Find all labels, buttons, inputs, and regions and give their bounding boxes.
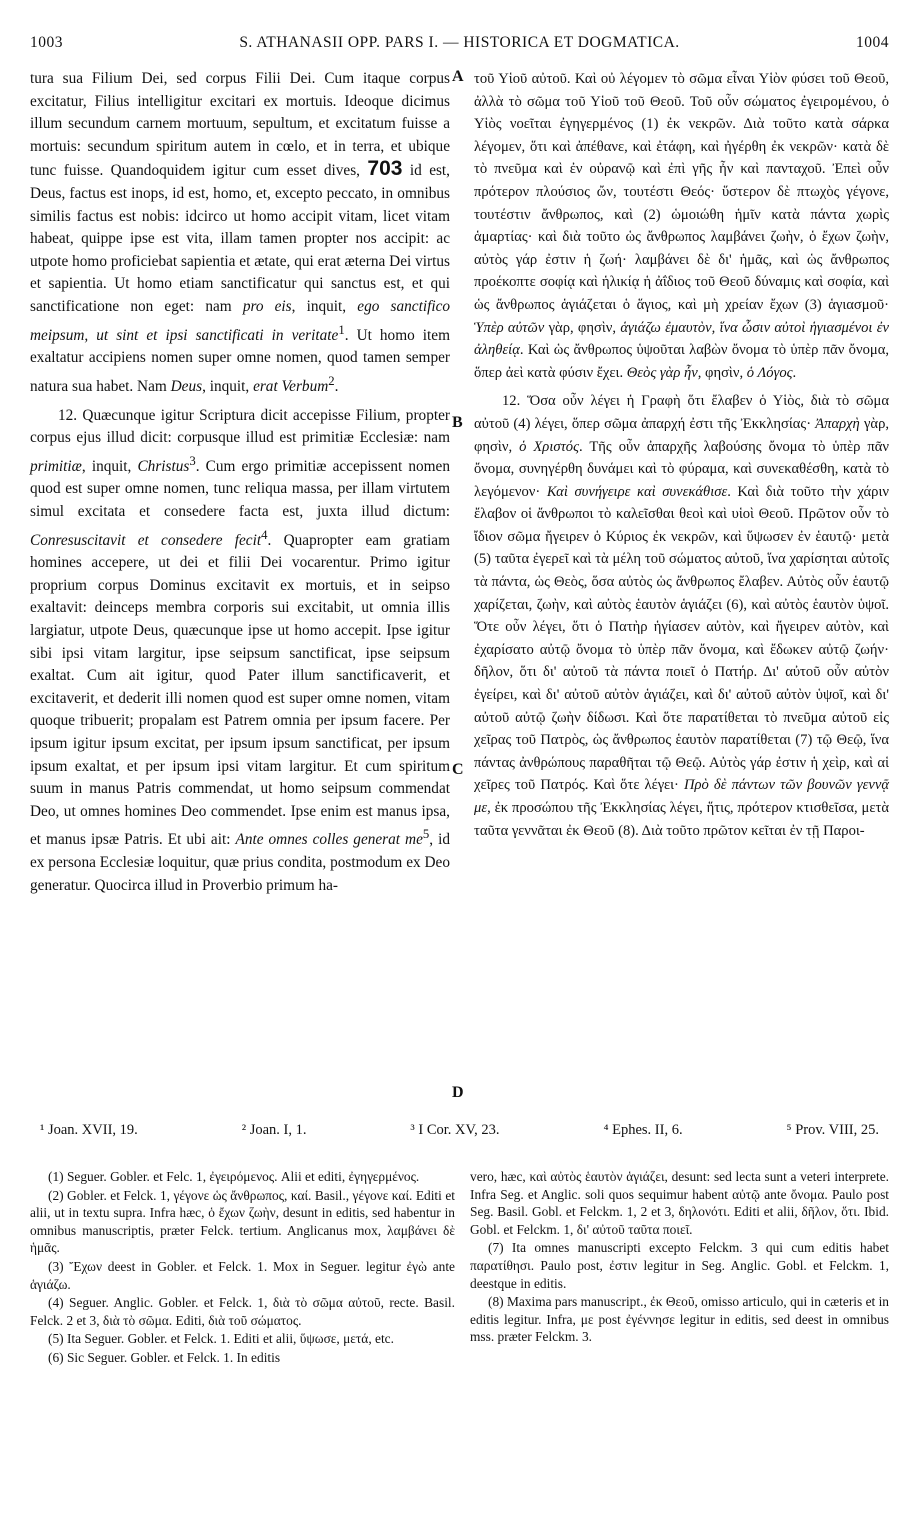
latin-column [30, 68, 450, 897]
scripture-references [30, 1122, 889, 1146]
greek-paragraph: τοῦ Υἱοῦ αὐτοῦ. Καὶ οὐ λέγομεν τὸ σῶμα εἶναι Υἱὸν φύσει τοῦ Θεοῦ, ἀλλὰ τὸ σῶμα τοῦ Υἱοῦ τοῦ Θεοῦ. Τοῦ οὖν σώματος ἐγειρομένου, ὁ Υἱὸς νοεῖται ἐγηγερμένος (1) ἐκ νεκρῶν. Διὰ τοῦτο κατὰ σάρκα λέγομεν, ὅτι καὶ ἀπέθανε, καὶ ἐτάφη, καὶ ἠγέρθη ἐκ νεκρῶν· κατὰ δὲ τὸ πνεῦμα καὶ ἐν οὐρανῷ καὶ ἐπὶ γῆς ἦν καὶ πανταχοῦ. Ἐπεὶ οὖν πρότερον πλούσιος ὤν, τουτέστι Θεός· ὕστερον δὲ πτωχὸς γέγονε, τουτέστιν ἄνθρωπος, καὶ (2) ὡμοιώθη ἡμῖν κατὰ πάντα χωρὶς ἁμαρτίας· καὶ διὰ τοῦτο ὡς ἄνθρωπος λαμβάνει ζωὴν, ὁ ἔχων ζωὴν, αὐτὸς γάρ ἐστιν ἡ ζωή· λαμβάνει δὲ δι' ἡμᾶς, καὶ ὡς ἄνθρωπος προέκοπτε σοφίᾳ καὶ ἡλικίᾳ ἡ ἀΐδιος τοῦ Θεοῦ δύναμις καὶ σοφία, καὶ ὡς ἄνθρωπος ἁγιάζεται ὁ ἅγιος, καὶ μὴ χρείαν ἔχων (3) ἁγιασμοῦ· Ὑπὲρ αὐτῶν γὰρ, φησὶν, ἁγιάζω ἐμαυτὸν, ἵνα ὦσιν αὐτοὶ ἡγιασμένοι ἐν ἀληθείᾳ. Καὶ ὡς ἄνθρωπος ὑψοῦται λαβὼν ὄνομα τὸ ὑπὲρ πᾶν ὄνομα, ὅπερ ἀεὶ κατὰ φύσιν ἔχει. Θεὸς γὰρ ἦν, φησὶν, ὁ Λόγος. [474, 71, 889, 381]
greek-column [474, 68, 889, 842]
section-number: 12. [502, 393, 521, 410]
critical-note: (5) Ita Seguer. Gobler. et Felck. 1. Editi et alii, ὕψωσε, μετά, etc. [48, 1331, 394, 1347]
footnote-ref: 3 [189, 453, 196, 468]
critical-note: (2) Gobler. et Felck. 1, γέγονε ὡς ἄνθρωπος, καί. Basil., γέγονε καί. Editi et alii, ut in textu supra. Infra hæc, ὁ ἔχων ζωὴν, desunt in editis, sed habentur in omnibus manuscriptis, præter Felck. tertium. Anglicanus mox, λαμβάνει δὲ ἡμᾶς. [30, 1187, 455, 1256]
critical-notes-left [30, 1168, 455, 1368]
footnote-ref: 5 [422, 827, 430, 842]
margin-letter-b: B [452, 414, 463, 431]
greek-paragraph: 12. Ὅσα οὖν λέγει ἡ Γραφὴ ὅτι ἔλαβεν ὁ Υἱὸς, διὰ τὸ σῶμα αὐτοῦ (4) λέγει, ὅπερ σῶμα ἀπαρχή ἐστι τῆς Ἐκκλησίας· Ἀπαρχὴ γὰρ, φησὶν, ὁ Χριστός. Τῆς οὖν ἀπαρχῆς λαβούσης ὄνομα τὸ ὑπὲρ πᾶν ὄνομα, συνηγέρθη δυνάμει καὶ τὸ φύραμα, καὶ συνεκαθέσθη, κατὰ τὸ λεγόμενον· Καὶ συνήγειρε καὶ συνεκάθισε. Καὶ διὰ τοῦτο τὴν χάριν ἔλαβον οἱ ἄνθρωποι τὸ καλεῖσθαι θεοὶ καὶ υἱοὶ Θεοῦ. Πρῶτον οὖν τὸ ἴδιον σῶμα ἤγειρεν ὁ Κύριος ἐκ νεκρῶν, καὶ ὕψωσεν ἐν ἑαυτῷ· μετὰ (5) ταῦτα ἐγερεῖ καὶ τὰ μέλη τοῦ σώματος αὐτοῦ, ἵνα χαρίσηται αὐτοῖς τὰ πάντα, ὡς Θεὸς, ὅσα αὐτὸς ὡς ἄνθρωπος ἔλαβεν. Αὐτὸς οὖν ἑαυτῷ χαρίζεται, ζωὴν, καὶ αὐτὸς ἑαυτὸν ἁγιάζει (6), καὶ αὐτὸς ἑαυτὸν ὑψοῖ. Ὅτε οὖν λέγει, ὅτι ὁ Πατὴρ ἡγίασεν αὐτὸν, καὶ ἤγειρεν αὐτὸν, καὶ ἐχαρίσατο αὐτῷ ὄνομα τὸ ὑπὲρ πᾶν ὄνομα, καὶ ἔδωκεν αὐτῷ ζωήν· δῆλον, ὅτι δι' αὐτοῦ τὰ πάντα ποιεῖ ὁ Πατήρ. Δι' αὐτοῦ οὖν αὐτὸν ἐγείρει, καὶ δι' αὐτοῦ αὐτὸν ἁγιάζει, καὶ δι' αὐτοῦ αὐτὸν ὑψοῖ, καὶ δι' αὐτοῦ αὐτῷ ζωὴν δίδωσι. Καὶ ὅτε παρατίθεται τὸ πνεῦμα αὐτοῦ εἰς χεῖρας τοῦ Πατρὸς, ὡς ἄνθρωπος ἑαυτὸν παρατίθεται (7) τῷ Θεῷ, ἵνα πάντας ἀνθρώπους παραθῆται τῷ Θεῷ. Αὐτὸς γάρ ἐστιν ἡ χεὶρ, καὶ αἱ χεῖρες τοῦ Πατρός. Καὶ ὅτε λέγει· Πρὸ δὲ πάντων τῶν βουνῶν γεννᾷ με, ἐκ προσώπου τῆς Ἐκκλησίας λέγει, ἥτις, πρότερον κτισθεῖσα, μετὰ ταῦτα γεννᾶται ἐκ Θεοῦ (8). Διὰ τοῦτο πρῶτον κεῖται ἐν τῇ Παροι- [474, 393, 890, 839]
section-number: 12. [58, 406, 78, 424]
running-title: S. ATHANASII OPP. PARS I. — HISTORICA ET DOGMATICA. [239, 34, 680, 51]
margin-letter-d: D [452, 1084, 464, 1101]
critical-note: (8) Maxima pars manuscript., ἐκ Θεοῦ, omisso articulo, qui in cæteris et in editis legitur. Infra, με post ἐγέννησε legitur in editis, sed deest in omnibus mss. præter Felckm. 3. [470, 1294, 889, 1345]
column-number: 703 [367, 157, 403, 181]
footnote-ref: 2 [328, 373, 335, 388]
scripture-ref: ¹ Joan. XVII, 19. [40, 1122, 138, 1138]
latin-paragraph: 12. Quæcunque igitur Scriptura dicit accepisse Filium, propter corpus ejus illud dicit: corpusque illud est primitiæ Ecclesiæ: nam primitiæ, inquit, Christus$^3$. Cum ergo primitiæ accepissent nomen quod est super omne nomen, tunc reliqua massa, per illam virtutem simul excitata et consedere facta est, juxta illud dictum: Conresuscitavit et consedere fecit$^4$. Quapropter eam gratiam homines accepere, ut dei et filii Dei vocarentur. Primo igitur proprium corpus Dominus excitavit ex mortuis, et in seipso exaltavit: deinceps membra corporis sui excitabit, ut omnia illis largiatur, utpote Deus, quæcunque ipse ut homo accepit. Ipse igitur sibi ipsi vitam largitur, ipse seipsum sanctificat, ipse seipsum exaltat. Cum ait igitur, quod Pater illum sanctificaverit, et excitaverit, et dederit illi nomen quod est super omne nomen, vitam quoque tribuerit; propalam est Patrem omnia per ipsum facere. Per ipsum igitur ipsum excitat, per ipsum ipsum sanctificat, per ipsum ipsum exaltat, et per ipsum ipsi vitam largitur. Et cum spiritum suum in manus Patris commendat, ut homo seipsum commendat Deo, ut omnes homines Deo commendet. Ipse enim est manus ipsa, et manus ipsæ Patris. Et ubi ait: Ante omnes colles generat $me^5$, id ex persona Ecclesiæ loquitur, quæ prius condita, postmodum ex Deo generatur. Quocirca illud in Proverbio primum ha- [30, 406, 450, 894]
page-number-right: 1004 [856, 34, 889, 51]
critical-note: (4) Seguer. Anglic. Gobler. et Felck. 1, διὰ τὸ σῶμα αὐτοῦ, recte. Basil. Felck. 2 et 3, διὰ τὸ σῶμα. Editi, διὰ τοῦ σώματος. [30, 1295, 455, 1328]
margin-letter-a: A [452, 68, 464, 85]
critical-note: (3) Ἔχων deest in Gobler. et Felck. 1. Mox in Seguer. legitur ἐγὼ ante ἁγιάζω. [30, 1258, 455, 1292]
scripture-ref: ⁴ Ephes. II, 6. [603, 1122, 683, 1138]
critical-note: vero, hæc, καὶ αὐτὸς ἑαυτὸν ἁγιάζει, desunt: sed lecta sunt a veteri interprete. Infra Seg. et Anglic. soli quos sequimur habent αὐτῷ ante ὄνομα. Paulo post Seg. Basil. Gobl. et Felckm. 1, 2 et 3, δηλονότι. Editi et alii, δῆλον, ὅτι. Ibid. Gobl. et Felckm. 1, δι' αὐτοῦ ταῦτα ποιεῖ. [470, 1169, 889, 1237]
latin-paragraph: tura sua Filium Dei, sed corpus Filii Dei. Cum itaque corpus excitatur, Filius intelligitur excitari ex mortuis. Ideoque dicimus illum secundum carnem mortuum, sepultum, et excitatum fuisse a mortuis: secundum spiritum autem in cœlo, et in terra, et ubique tunc fuisse. Quandoquidem igitur cum esset dives, 703 id est, Deus, factus est inops, id est, homo, et, excepto peccato, in omnibus similis factus est nobis: idcirco ut homo accipit vitam, licet vitam habeat, quippe ipse est vita, illam tamen propter nos accipit: ac utpote homo proficiebat sapientia et ætate, qui erat æterna Dei virtus et sapientia. Ut homo etiam sanctificatur qui sanctus est, et qui sanctificatione non eget: nam pro eis, inquit, ego sanctifico meipsum, ut sint et ipsi sanctificati in veritate$^1$. Ut homo item exaltatur accipiens nomen super omne nomen, quod tamen semper natura sua habet. Nam Deus, inquit, erat Verbum$^2$. [30, 70, 451, 395]
footnote-ref: 4 [261, 527, 268, 542]
critical-note: (1) Seguer. Gobler. et Felc. 1, ἐγειρόμενος. Alii et editi, ἐγηγερμένος. [48, 1169, 420, 1184]
scripture-ref: ⁵ Prov. VIII, 25. [786, 1122, 879, 1138]
page-number-left: 1003 [30, 34, 63, 51]
margin-letter-c: C [452, 761, 464, 778]
critical-note: (6) Sic Seguer. Gobler. et Felck. 1. In editis [48, 1349, 281, 1365]
footnote-ref: 1 [338, 322, 345, 337]
scripture-ref: ² Joan. I, 1. [241, 1122, 307, 1138]
scripture-ref: ³ I Cor. XV, 23. [410, 1122, 500, 1138]
critical-notes-right [470, 1168, 889, 1347]
critical-note: (7) Ita omnes manuscripti excepto Felckm. 3 qui cum editis habet παρατίθησι. Paulo post, ἐστιν legitur in Seg. Anglic. Gobl. et Felckm. 1, deestque in editis. [470, 1240, 889, 1291]
running-header [30, 34, 889, 56]
